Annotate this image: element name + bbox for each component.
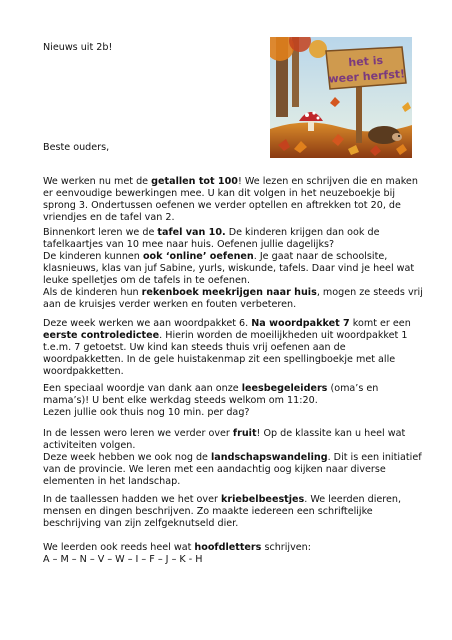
text-run: . Hierin worden de moeilijkheden uit woordpakket 1 t.e.m. 7 getoetst. Uw kind kan steeds thuis vrij oefenen aan de woordpakketten. In de gele huistakenmap zit een spellingboekje met alle woordpakketten. bbox=[43, 329, 408, 377]
text-run: De kinderen krijgen dan ook de tafelkaartjes van 10 mee naar huis. Oefenen jullie dagelijks? bbox=[43, 226, 380, 250]
emphasis: leesbegeleiders bbox=[241, 382, 328, 394]
paragraph-leesbegeleiders bbox=[43, 383, 423, 419]
text-run: . Je gaat naar de schoolsite, klasnieuws, klas van juf Sabine, yurls, wiskunde, tafels. Daar vind je heel wat leuke spelletjes om de tafels in te oefenen. bbox=[43, 250, 415, 286]
text-run: ! Op de klassite kan u heel wat activiteiten volgen. bbox=[43, 427, 406, 451]
emphasis: landschapswandeling bbox=[211, 451, 328, 463]
text-run: , mogen ze steeds vrij aan de kruisjes verder werken en fouten verbeteren. bbox=[43, 286, 423, 310]
text-run: . We leerden dieren, mensen en dingen beschrijven. Zo maakte iedereen een schriftelijke beschrijving van zijn zelfgeknutseld dier. bbox=[43, 493, 402, 529]
text-run: ! We lezen en schrijven die en maken er eenvoudige bewerkingen mee. U kan dit volgen in het neuzeboekje bij sprong 3. Ondertussen oefenen we verder optellen en aftrekken tot 20, de vriendjes en de tafel van 2. bbox=[43, 175, 418, 223]
text-run: Binnenkort leren we de bbox=[43, 226, 158, 238]
emphasis: getallen tot 100 bbox=[151, 175, 238, 187]
text-run: Deze week werken we aan woordpakket 6. bbox=[43, 317, 252, 329]
text-run: De kinderen kunnen bbox=[43, 250, 143, 262]
text-run: In de lessen wero leren we verder over bbox=[43, 427, 233, 439]
paragraph-tafels bbox=[43, 227, 423, 311]
text-run: komt er een bbox=[349, 317, 411, 329]
text-run: . Dit is een initiatief van de provincie. We leren met een aandachtig oog kijken naar diverse elementen in het landschap. bbox=[43, 451, 422, 487]
emphasis: eerste controledictee bbox=[43, 329, 160, 341]
emphasis: tafel van 10. bbox=[157, 226, 226, 238]
sign-line-1: het is bbox=[347, 53, 384, 70]
sign-board bbox=[326, 47, 406, 89]
emphasis: fruit bbox=[232, 427, 257, 439]
emphasis: kriebelbeestjes bbox=[221, 493, 305, 505]
text-run: (oma’s en mama’s)! U bent elke werkdag steeds welkom om 11:20. bbox=[43, 382, 379, 406]
greeting: Beste ouders, bbox=[43, 142, 110, 153]
text-run: In de taallessen hadden we het over bbox=[43, 493, 221, 505]
text-run: schrijven: bbox=[261, 541, 311, 553]
emphasis: Na woordpakket 7 bbox=[251, 317, 350, 329]
sign-line-2: weer herfst! bbox=[328, 67, 406, 86]
paragraph-taal bbox=[43, 494, 423, 530]
newsletter-title: Nieuws uit 2b! bbox=[43, 42, 113, 53]
emphasis: hoofdletters bbox=[194, 541, 262, 553]
paragraph-getallen bbox=[43, 176, 423, 224]
paragraph-woordpakket bbox=[43, 318, 423, 378]
text-run: Een speciaal woordje van dank aan onze bbox=[43, 382, 242, 394]
text-run: A – M – N – V – W – I – F – J – K - H bbox=[43, 553, 203, 565]
text-run: We leerden ook reeds heel wat bbox=[43, 541, 195, 553]
autumn-illustration bbox=[270, 37, 412, 158]
paragraph-wero bbox=[43, 428, 423, 488]
emphasis: ook ‘online’ oefenen bbox=[142, 250, 254, 262]
text-run: Lezen jullie ook thuis nog 10 min. per dag? bbox=[43, 406, 250, 418]
text-run: Als de kinderen hun bbox=[43, 286, 142, 298]
text-run: Deze week hebben we ook nog de bbox=[43, 451, 212, 463]
text-run: We werken nu met de bbox=[43, 175, 152, 187]
paragraph-hoofdletters bbox=[43, 542, 423, 566]
emphasis: rekenboek meekrijgen naar huis bbox=[141, 286, 317, 298]
